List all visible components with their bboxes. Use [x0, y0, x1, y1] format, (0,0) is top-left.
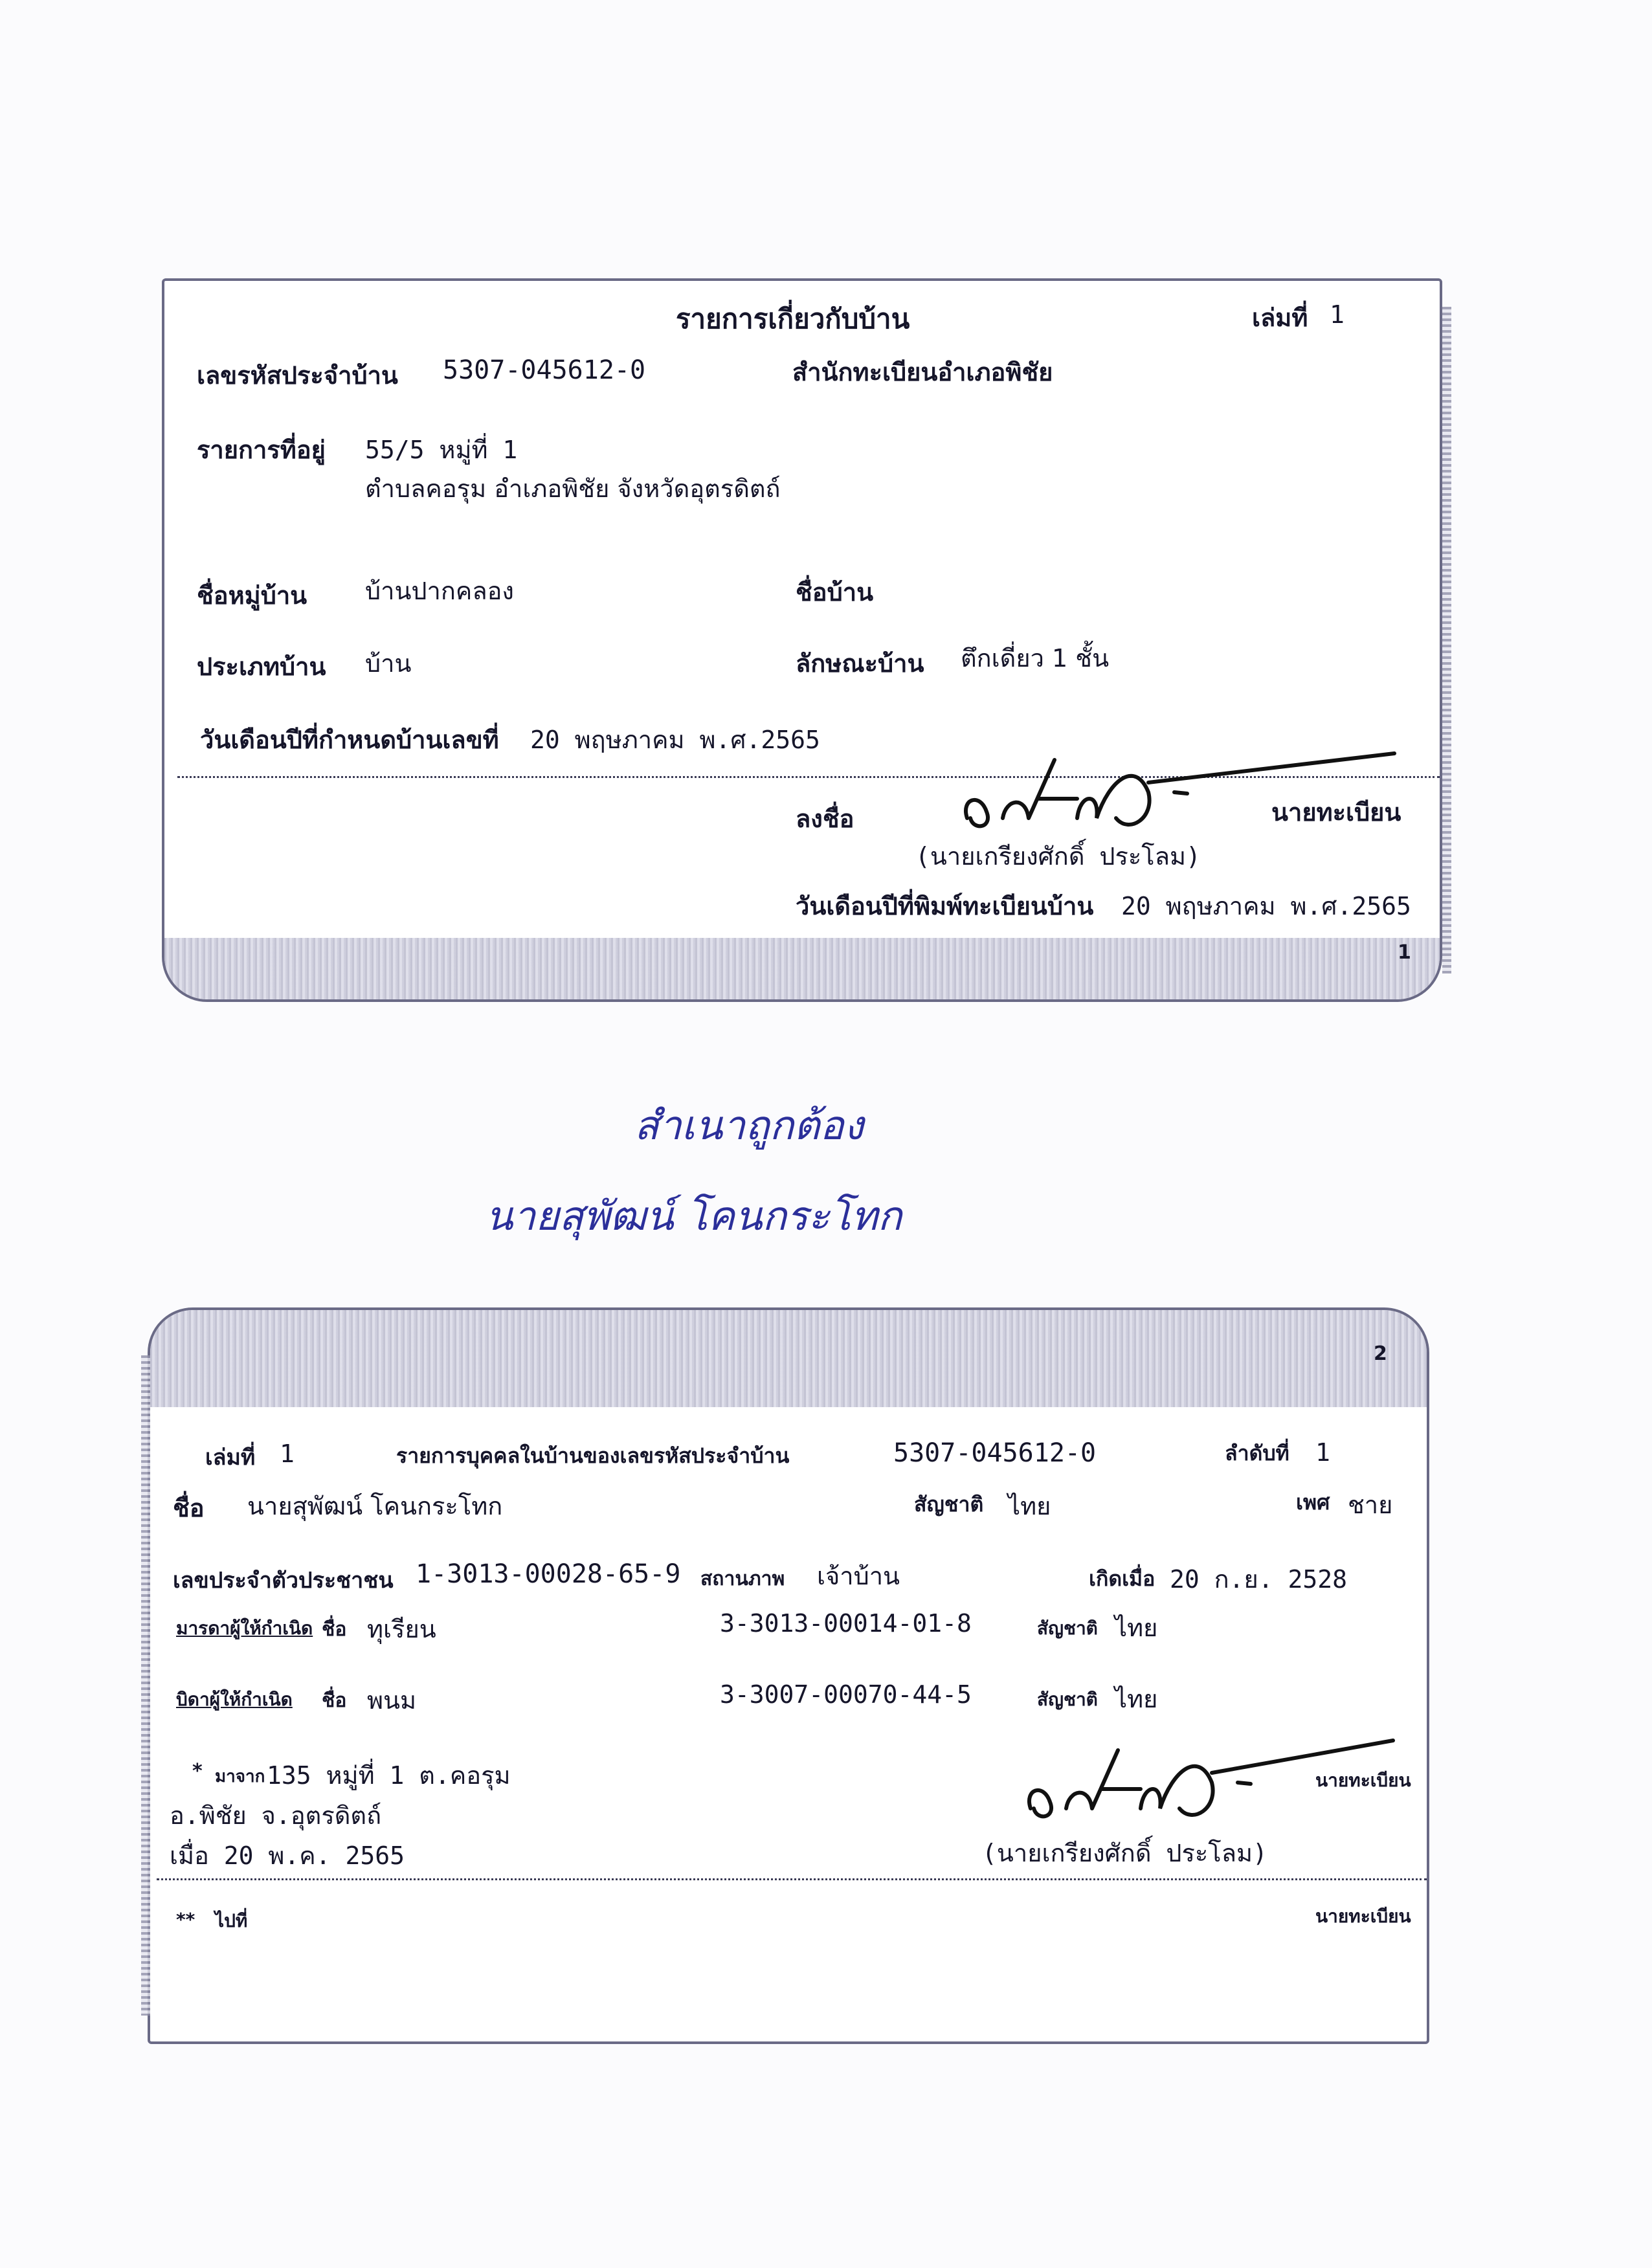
id-label: เลขประจำตัวประชาชน	[173, 1568, 394, 1594]
scan-band	[164, 938, 1440, 999]
certified-copy-text: สำเนาถูกต้อง	[634, 1102, 864, 1149]
father-nat-label: สัญชาติ	[1037, 1689, 1098, 1710]
village-label: ชื่อหมู่บ้าน	[197, 581, 307, 610]
signed-label: ลงชื่อ	[796, 805, 854, 833]
address-line1: 55/5 หมู่ที่ 1	[365, 436, 518, 464]
mother-nat: ไทย	[1115, 1614, 1158, 1642]
book-value: 1	[280, 1440, 295, 1468]
moved-from-star: *	[192, 1760, 203, 1783]
registrar-name: (นายเกรียงศักดิ์ ประโลม)	[982, 1839, 1267, 1867]
born-value: 20 ก.ย. 2528	[1170, 1565, 1348, 1594]
page-number-2: 2	[1374, 1342, 1387, 1365]
registrar-title-1: นายทะเบียน	[1315, 1770, 1411, 1791]
scan-edge	[141, 1355, 150, 2016]
moved-from-line3: เมื่อ 20 พ.ค. 2565	[170, 1841, 405, 1870]
print-date-label: วันเดือนปีที่พิมพ์ทะเบียนบ้าน	[796, 892, 1094, 920]
order-value: 1	[1315, 1438, 1330, 1467]
moved-from-line1: 135 หมู่ที่ 1 ต.คอรุม	[267, 1761, 511, 1790]
divider	[157, 1878, 1427, 1880]
mother-id: 3-3013-00014-01-8	[720, 1609, 972, 1638]
mother-nat-label: สัญชาติ	[1037, 1618, 1098, 1639]
scan-band	[150, 1310, 1427, 1407]
father-label: บิดาผู้ให้กำเนิด	[176, 1689, 293, 1710]
house-details-card	[162, 278, 1442, 1002]
status-value: เจ้าบ้าน	[817, 1562, 900, 1590]
book-value: 1	[1330, 300, 1345, 329]
house-name-label: ชื่อบ้าน	[796, 578, 874, 606]
mother-label: มารดาผู้ให้กำเนิด	[176, 1618, 313, 1639]
print-date-value: 20 พฤษภาคม พ.ศ.2565	[1121, 892, 1411, 920]
registry-office: สำนักทะเบียนอำเภอพิชัย	[792, 358, 1053, 386]
nationality-value: ไทย	[1008, 1492, 1051, 1520]
house-code-value: 5307-045612-0	[443, 355, 646, 385]
page-number-1: 1	[1398, 941, 1411, 964]
book-label: เล่มที่	[205, 1445, 256, 1471]
date-assigned-value: 20 พฤษภาคม พ.ศ.2565	[530, 726, 820, 754]
status-label: สถานภาพ	[700, 1568, 785, 1590]
moved-from-label: มาจาก	[215, 1767, 265, 1786]
sex-label: เพศ	[1296, 1490, 1330, 1515]
name-label: ชื่อ	[173, 1494, 205, 1522]
certifier-name: นายสุพัฒน์ โคนกระโทก	[486, 1192, 902, 1240]
father-name: พนม	[367, 1686, 417, 1715]
house-code-value: 5307-045612-0	[893, 1438, 1097, 1468]
registrar-name: (นายเกรียงศักดิ์ ประโลม)	[915, 842, 1201, 871]
father-nat: ไทย	[1115, 1685, 1158, 1713]
mother-name-label: ชื่อ	[322, 1618, 347, 1641]
mother-name: ทุเรียน	[367, 1615, 436, 1643]
village-value: บ้านปากคลอง	[365, 577, 514, 605]
persons-title: รายการบุคคลในบ้านของเลขรหัสประจำบ้าน	[396, 1443, 790, 1468]
address-line2: ตำบลคอรุม อำเภอพิชัย จังหวัดอุตรดิตถ์	[365, 474, 781, 503]
nationality-label: สัญชาติ	[914, 1492, 984, 1517]
address-label: รายการที่อยู่	[197, 436, 326, 464]
father-name-label: ชื่อ	[322, 1689, 347, 1712]
house-style-label: ลักษณะบ้าน	[796, 649, 924, 678]
person-name: นายสุพัฒน์ โคนกระโทก	[247, 1492, 503, 1520]
sex-value: ชาย	[1348, 1491, 1393, 1519]
scan-edge	[1442, 307, 1451, 973]
born-label: เกิดเมื่อ	[1089, 1566, 1155, 1591]
order-label: ลำดับที่	[1225, 1441, 1289, 1465]
book-label: เล่มที่	[1252, 304, 1308, 332]
house-code-label: เลขรหัสประจำบ้าน	[197, 361, 398, 390]
moved-to-star: **	[176, 1909, 195, 1930]
registrar-title: นายทะเบียน	[1271, 798, 1401, 827]
person-details-card	[148, 1307, 1429, 2044]
house-type-value: บ้าน	[365, 649, 412, 678]
house-style-value: ตึกเดี่ยว 1 ชั้น	[961, 644, 1110, 673]
house-type-label: ประเภทบ้าน	[197, 652, 326, 681]
moved-from-line2: อ.พิชัย จ.อุตรดิตถ์	[170, 1801, 382, 1830]
registrar-title-2: นายทะเบียน	[1315, 1906, 1411, 1927]
id-value: 1-3013-00028-65-9	[416, 1559, 681, 1589]
date-assigned-label: วันเดือนปีที่กำหนดบ้านเลขที่	[200, 726, 499, 754]
card1-title: รายการเกี่ยวกับบ้าน	[676, 303, 910, 335]
moved-to-label: ไปที่	[215, 1910, 248, 1931]
father-id: 3-3007-00070-44-5	[720, 1680, 972, 1709]
